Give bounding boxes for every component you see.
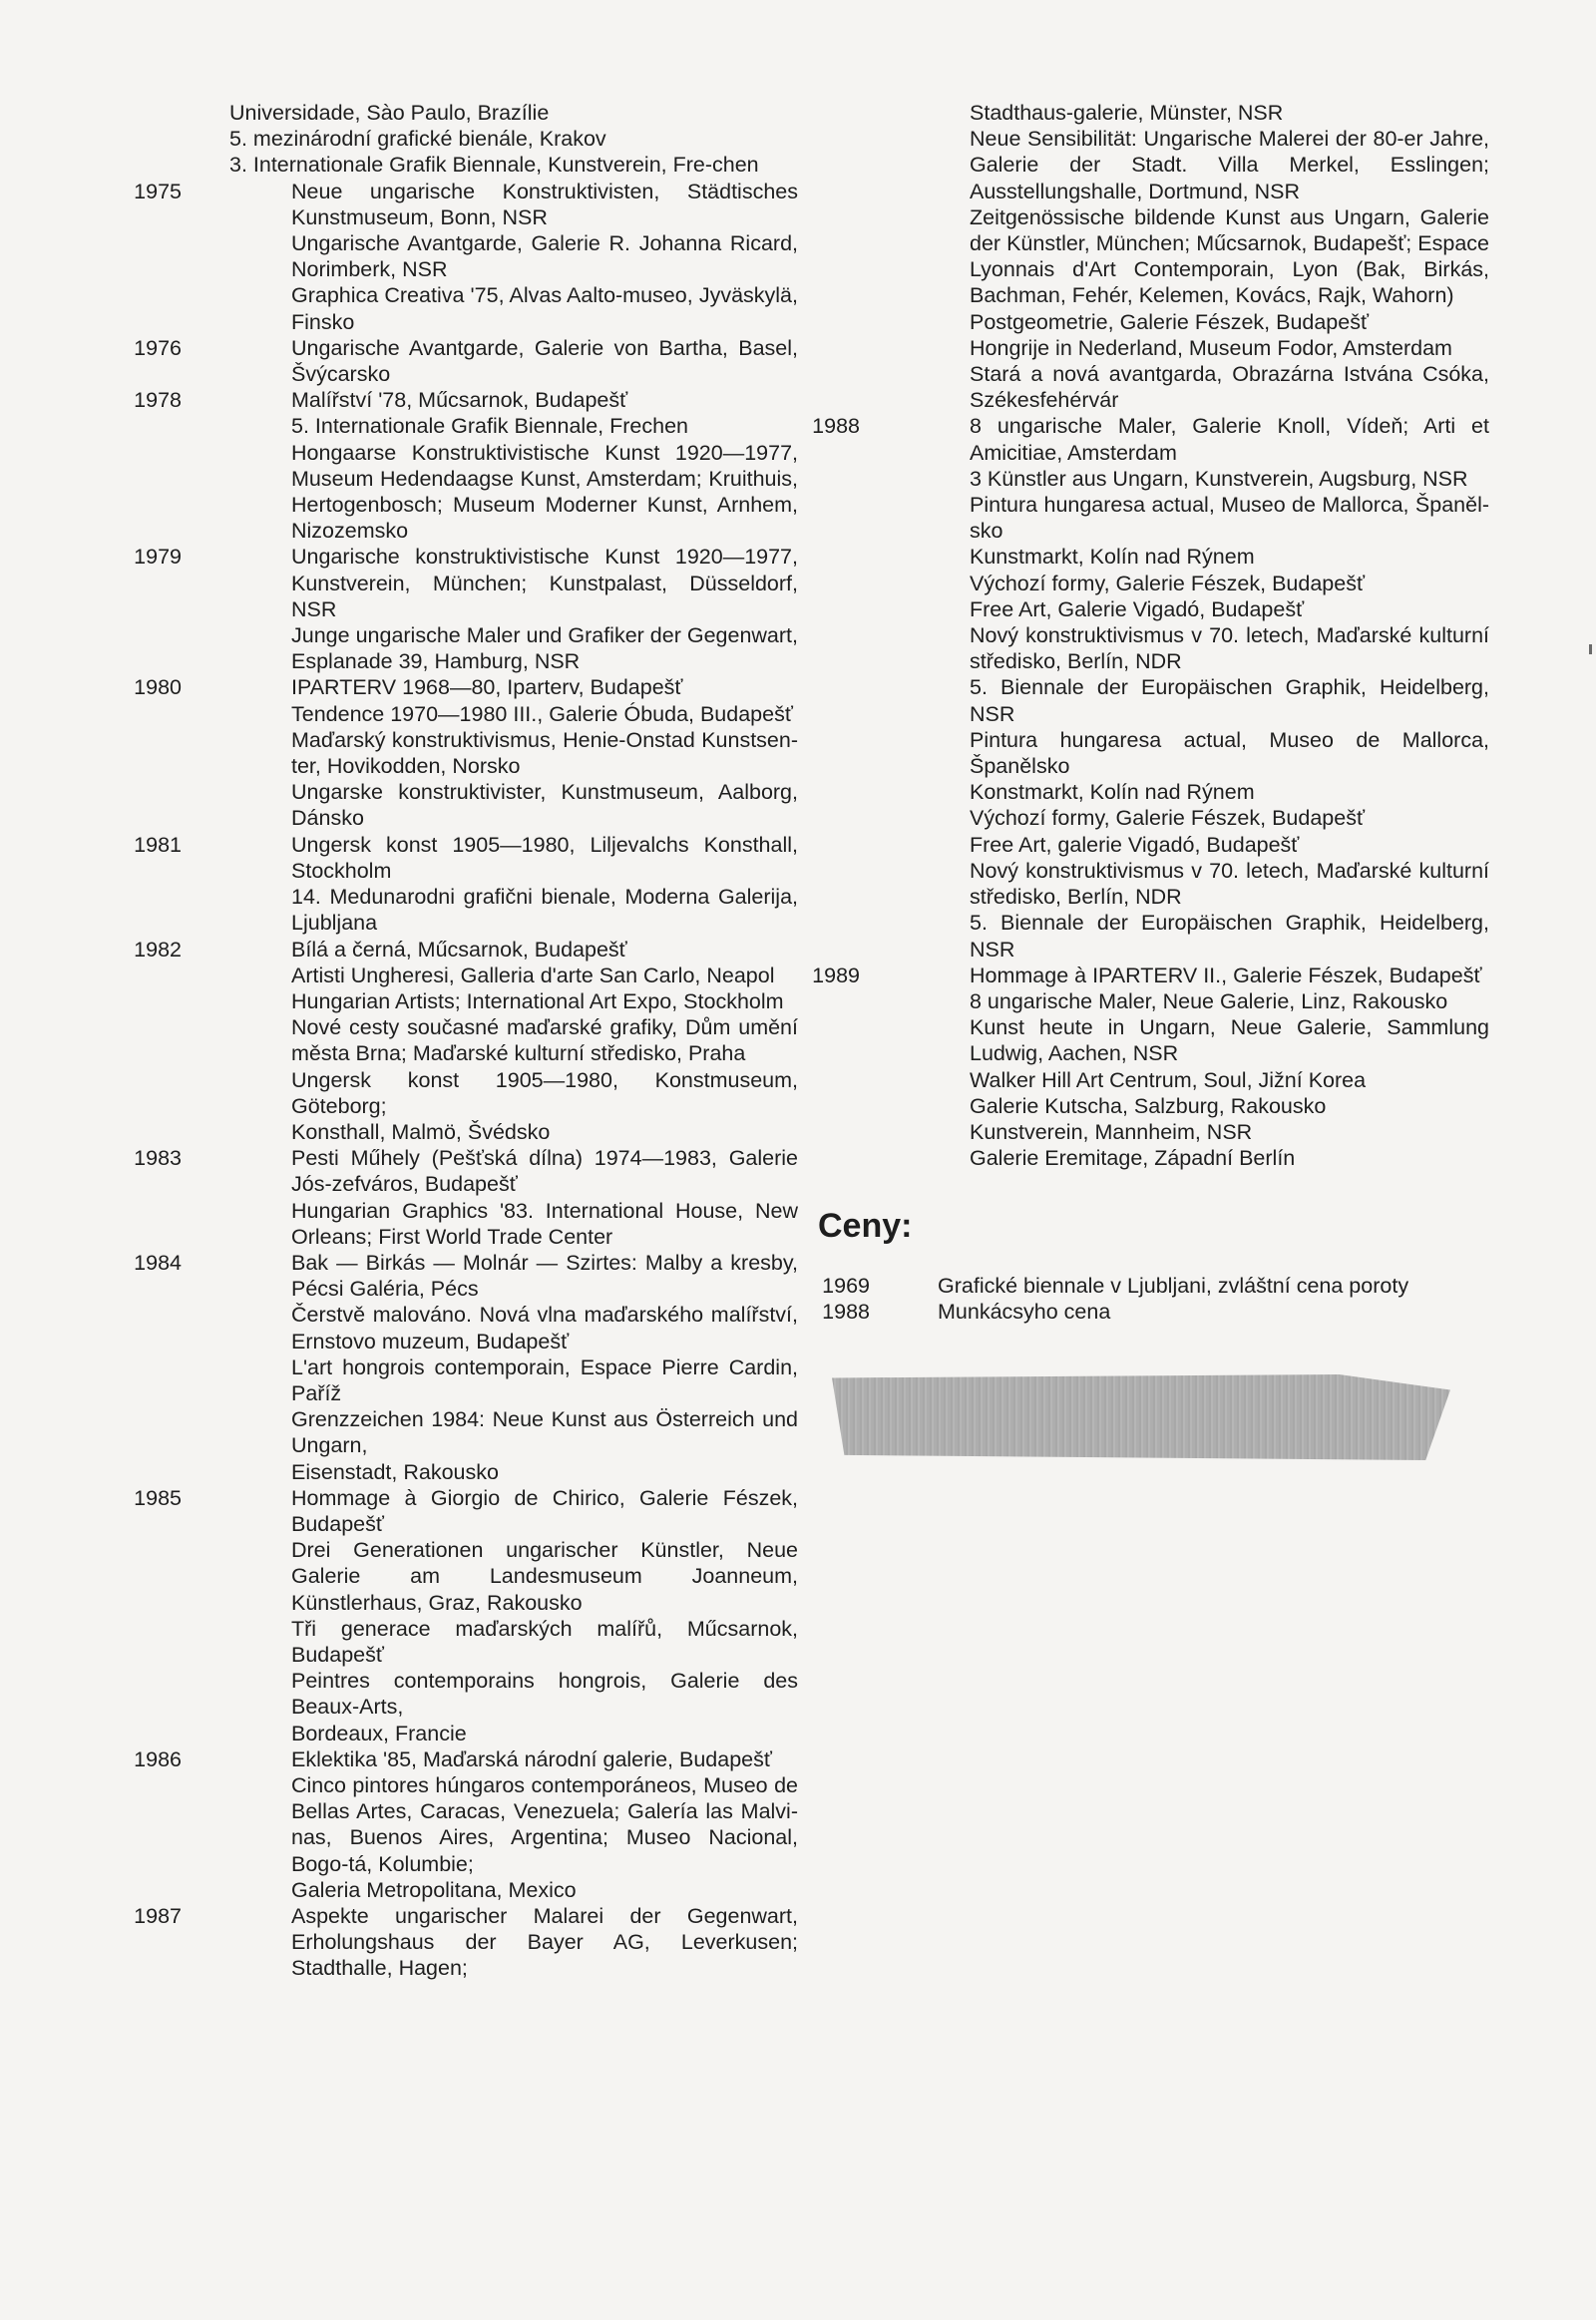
exhibition-item: Peintres contemporains hongrois, Galerie des Beaux-Arts, <box>291 1669 798 1720</box>
entry-items <box>938 1299 1489 1325</box>
exhibition-item: Postgeometrie, Galerie Fészek, Budapešť <box>970 309 1370 334</box>
exhibition-item: Výchozí formy, Galerie Fészek, Budapešť <box>970 806 1366 831</box>
exhibition-item: Pesti Műhely (Pešťská dílna) 1974—1983, Galerie Jós-zefváros, Budapešť <box>291 1146 798 1197</box>
exhibition-item: Nové cesty současné maďarské grafiky, Dům umění města Brna; Maďarské kulturní středisko, Praha <box>291 1015 798 1066</box>
exhibition-item: Galerie Eremitage, Západní Berlín <box>970 1146 1296 1171</box>
entry-year: 1975 <box>134 179 182 203</box>
prizes-list <box>806 1273 1489 1325</box>
exhibition-item: Bak — Birkás — Molnár — Szirtes: Malby a kresby, Pécsi Galéria, Pécs <box>291 1250 798 1302</box>
exhibition-item: Hungarian Graphics '83. International House, New Orleans; First World Trade Center <box>291 1198 798 1249</box>
exhibition-item: Ungersk konst 1905—1980, Konstmuseum, Göteborg; <box>291 1067 798 1118</box>
year-entry <box>120 179 798 335</box>
entry-year: 1976 <box>134 335 182 360</box>
entry-items <box>291 1746 798 1903</box>
exhibition-item: Bordeaux, Francie <box>291 1721 467 1745</box>
exhibitions-right-column <box>806 100 1489 1171</box>
exhibition-item: Konstmarkt, Kolín nad Rýnem <box>970 780 1255 805</box>
entry-year: 1988 <box>822 1300 870 1325</box>
year-entry <box>120 387 798 544</box>
entry-items <box>291 937 798 1146</box>
entry-items <box>291 544 798 674</box>
entry-year: 1983 <box>134 1146 182 1171</box>
year-entry <box>120 674 798 831</box>
exhibition-item: Maďarský konstruktivismus, Henie-Onstad Kunstsen-ter, Hovikodden, Norsko <box>291 727 798 779</box>
exhibition-item: Kunstverein, Mannheim, NSR <box>970 1119 1253 1144</box>
entry-year: 1989 <box>812 963 860 987</box>
exhibition-item: Neue ungarische Konstruktivisten, Städtisches Kunstmuseum, Bonn, NSR <box>291 179 798 229</box>
entry-items <box>291 387 798 544</box>
exhibition-item: Grafické biennale v Ljubljani, zvláštní cena poroty <box>938 1274 1409 1298</box>
exhibition-item: Ungersk konst 1905—1980, Liljevalchs Konsthall, Stockholm <box>291 832 798 883</box>
exhibition-item: Bílá a černá, Műcsarnok, Budapešť <box>291 937 627 962</box>
entry-items <box>970 963 1489 1172</box>
exhibition-item: Free Art, Galerie Vigadó, Budapešť <box>970 596 1305 621</box>
exhibition-item: Kunst heute in Ungarn, Neue Galerie, Sammlung Ludwig, Aachen, NSR <box>970 1015 1489 1066</box>
exhibition-item: Junge ungarische Maler und Grafiker der Gegenwart, Esplanade 39, Hamburg, NSR <box>291 623 798 674</box>
entry-year: 1987 <box>134 1904 182 1929</box>
exhibition-item: Aspekte ungarischer Malarei der Gegenwart, Erholungshaus der Bayer AG, Leverkusen; Stadthalle, Hagen; <box>291 1904 798 1981</box>
exhibition-item: Grenzzeichen 1984: Neue Kunst aus Österreich und Ungarn, <box>291 1407 798 1458</box>
exhibition-item: Hungarian Artists; International Art Expo, Stockholm <box>291 988 784 1013</box>
exhibition-item: Hongrije in Nederland, Museum Fodor, Amsterdam <box>970 335 1452 360</box>
exhibition-item: Nový konstruktivismus v 70. letech, Maďarské kulturní středisko, Berlín, NDR <box>970 623 1489 674</box>
exhibition-item: Pintura hungaresa actual, Museo de Mallorca, Španělsko <box>970 727 1489 779</box>
exhibition-item: Drei Generationen ungarischer Künstler, Neue Galerie am Landesmuseum Joanneum, Künstlerhaus, Graz, Rakousko <box>291 1538 798 1615</box>
exhibition-item: Graphica Creativa '75, Alvas Aalto-museo, Jyväskylä, Finsko <box>291 283 798 334</box>
exhibition-item: Tendence 1970—1980 III., Galerie Óbuda, Budapešť <box>291 701 793 726</box>
exhibition-item: Zeitgenössische bildende Kunst aus Ungarn, Galerie der Künstler, München; Műcsarnok, Budapešť; Espace Lyonnais d'Art Contemporain, Lyon (Bak, Birkás, Bachman, Fehér, Kelemen, Kovács, Rajk, Wahorn) <box>970 204 1489 308</box>
entry-year: 1979 <box>134 545 182 570</box>
entry-year: 1980 <box>134 675 182 700</box>
exhibition-item: 14. Medunarodni grafični bienale, Moderna Galerija, Ljubljana <box>291 885 798 936</box>
entry-year: 1969 <box>822 1274 870 1298</box>
entry-items <box>229 100 798 179</box>
entry-items <box>291 335 798 387</box>
edge-mark <box>1589 644 1592 654</box>
exhibition-item: Ungarische Avantgarde, Galerie von Bartha, Basel, Švýcarsko <box>291 335 798 387</box>
exhibition-item: Ungarische konstruktivistische Kunst 1920—1977, Kunstverein, München; Kunstpalast, Düsseldorf, NSR <box>291 545 798 621</box>
gray-image-strip <box>832 1374 1450 1460</box>
entry-items <box>291 1903 798 1982</box>
exhibition-item: Stadthaus-galerie, Münster, NSR <box>970 101 1284 125</box>
entry-items <box>291 832 798 937</box>
entry-items <box>291 1145 798 1250</box>
exhibition-item: Stará a nová avantgarda, Obrazárna Istvána Csóka, Székesfehérvár <box>970 362 1489 413</box>
exhibitions-left-column <box>120 100 798 1982</box>
entry-items <box>291 1485 798 1746</box>
year-entry <box>120 832 798 937</box>
year-entry <box>806 1273 1489 1299</box>
year-entry <box>806 1299 1489 1325</box>
entry-items <box>970 413 1489 962</box>
year-entry <box>120 1903 798 1982</box>
entry-year: 1978 <box>134 388 182 413</box>
exhibition-item: Munkácsyho cena <box>938 1300 1111 1325</box>
exhibition-item: Konsthall, Malmö, Švédsko <box>291 1119 551 1144</box>
entry-items <box>291 179 798 335</box>
year-entry <box>120 1485 798 1746</box>
entry-year: 1988 <box>812 414 860 439</box>
prizes-heading: Ceny: <box>818 1207 913 1245</box>
year-entry <box>120 937 798 1146</box>
exhibition-item: Pintura hungaresa actual, Museo de Mallorca, Španěl-sko <box>970 493 1489 544</box>
exhibition-item: Cinco pintores húngaros contemporáneos, Museo de Bellas Artes, Caracas, Venezuela; Galería las Malvi-nas, Buenos Aires, Argentina; Museo Nacional, Bogo-tá, Kolumbie; <box>291 1773 798 1876</box>
exhibition-item: Artisti Ungheresi, Galleria d'arte San Carlo, Neapol <box>291 963 775 987</box>
exhibition-item: Galerie Kutscha, Salzburg, Rakousko <box>970 1093 1327 1118</box>
exhibition-item: Čerstvě malováno. Nová vlna maďarského malířství, Ernstovo muzeum, Budapešť <box>291 1303 798 1353</box>
exhibition-item: Hommage à Giorgio de Chirico, Galerie Fészek, Budapešť <box>291 1485 798 1536</box>
exhibition-item: Eisenstadt, Rakousko <box>291 1459 499 1484</box>
exhibition-item: IPARTERV 1968—80, Iparterv, Budapešť <box>291 675 683 700</box>
exhibition-item: Universidade, Sào Paulo, Brazílie <box>229 101 550 125</box>
entry-year: 1982 <box>134 937 182 962</box>
exhibition-item: Hommage à IPARTERV II., Galerie Fészek, Budapešť <box>970 963 1482 987</box>
entry-year: 1984 <box>134 1250 182 1275</box>
year-entry <box>120 1746 798 1903</box>
exhibition-item: Free Art, galerie Vigadó, Budapešť <box>970 832 1300 857</box>
entry-year: 1981 <box>134 832 182 857</box>
entry-items <box>938 1273 1489 1299</box>
exhibition-item: 3 Künstler aus Ungarn, Kunstverein, Augsburg, NSR <box>970 466 1468 491</box>
exhibition-item: 5. Internationale Grafik Biennale, Frechen <box>291 414 688 439</box>
exhibition-item: Ungarske konstruktivister, Kunstmuseum, Aalborg, Dánsko <box>291 780 798 831</box>
exhibition-item: 8 ungarische Maler, Neue Galerie, Linz, Rakousko <box>970 988 1448 1013</box>
year-entry <box>806 963 1489 1172</box>
exhibition-item: Eklektika '85, Maďarská národní galerie, Budapešť <box>291 1746 772 1771</box>
exhibition-item: 5. Biennale der Europäischen Graphik, Heidelberg, NSR <box>970 675 1489 726</box>
exhibition-item: Walker Hill Art Centrum, Soul, Jižní Korea <box>970 1067 1367 1092</box>
year-entry <box>806 100 1489 413</box>
year-entry <box>120 544 798 674</box>
entry-year: 1986 <box>134 1746 182 1771</box>
year-entry <box>120 1145 798 1250</box>
exhibition-item: 3. Internationale Grafik Biennale, Kunstverein, Fre-chen <box>229 153 759 178</box>
year-entry <box>120 1250 798 1485</box>
entry-items <box>291 1250 798 1485</box>
year-entry <box>120 100 798 179</box>
entry-year: 1985 <box>134 1485 182 1510</box>
exhibition-item: Výchozí formy, Galerie Fészek, Budapešť <box>970 571 1366 595</box>
exhibition-item: 8 ungarische Maler, Galerie Knoll, Vídeň; Arti et Amicitiae, Amsterdam <box>970 414 1489 465</box>
entry-items <box>291 674 798 831</box>
exhibition-item: Malířství '78, Műcsarnok, Budapešť <box>291 388 628 413</box>
year-entry <box>806 413 1489 962</box>
exhibition-item: 5. Biennale der Europäischen Graphik, Heidelberg, NSR <box>970 911 1489 962</box>
exhibition-item: Kunstmarkt, Kolín nad Rýnem <box>970 545 1255 570</box>
exhibition-item: Galeria Metropolitana, Mexico <box>291 1877 577 1902</box>
exhibition-item: Tři generace maďarských malířů, Műcsarnok, Budapešť <box>291 1616 798 1667</box>
exhibition-item: Hongaarse Konstruktivistische Kunst 1920—1977, Museum Hedendaagse Kunst, Amsterdam; Kruithuis, Hertogenbosch; Museum Moderner Kunst, Arnhem, Nizozemsko <box>291 440 798 544</box>
exhibition-item: Nový konstruktivismus v 70. letech, Maďarské kulturní středisko, Berlín, NDR <box>970 858 1489 910</box>
exhibition-item: Ungarische Avantgarde, Galerie R. Johanna Ricard, Norimberk, NSR <box>291 231 798 282</box>
year-entry <box>120 335 798 387</box>
entry-items <box>970 100 1489 413</box>
exhibition-item: Neue Sensibilität: Ungarische Malerei der 80-er Jahre, Galerie der Stadt. Villa Merkel, Esslingen; Ausstellungshalle, Dortmund, NSR <box>970 127 1489 203</box>
exhibition-item: L'art hongrois contemporain, Espace Pierre Cardin, Paříž <box>291 1354 798 1405</box>
exhibition-item: 5. mezinárodní grafické bienále, Krakov <box>229 127 606 152</box>
